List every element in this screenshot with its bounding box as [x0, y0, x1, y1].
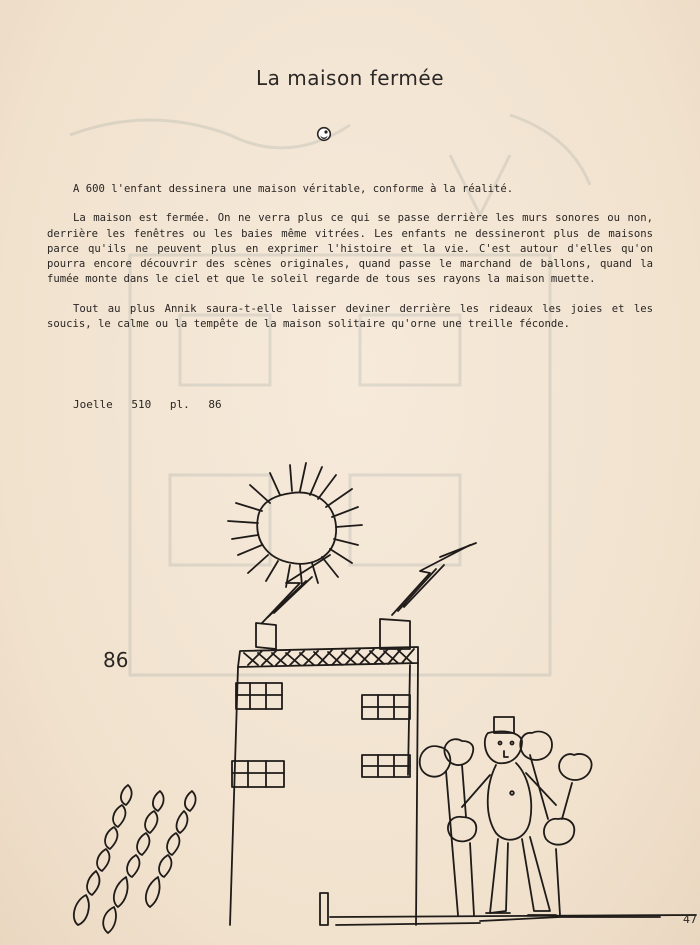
paragraph-2: La maison est fermée. On ne verra plus ce qui se passe derrière les murs sonores ou non, derrière les fenêtres ou les baies même vitrées. Les enfants ne dessineront plus de maisons parce qu'ils ne peuvent plus en exprimer l'histoire et la vie. C'est autour d'elles qu'on pourra encore découvrir des scènes originales, quand passe le marchand de ballons, quand la fumée monte dans le ciel et que le soleil regarde de tous ses rayons la maison muette. [47, 212, 653, 286]
trellis-drawing [74, 785, 196, 933]
circle-dot-icon [316, 126, 332, 142]
smoke-drawing [262, 543, 476, 623]
person-drawing [462, 717, 556, 915]
paragraph-3: Tout au plus Annik saura-t-elle laisser deviner derrière les rideaux les joies et les soucis, le calme ou la tempête de la maison solitaire qu'orne une treille féconde. [47, 302, 653, 331]
sun-drawing [228, 463, 362, 587]
drawing-number: 86 [103, 648, 129, 672]
drawing-caption: Joelle 510 pl. 86 [73, 398, 222, 411]
house-windows [232, 683, 410, 787]
balloon-bouquet-drawing [420, 732, 592, 916]
page-title: La maison fermée [255, 66, 445, 90]
child-drawing-house [0, 455, 700, 945]
paragraph-1: A 600 l'enfant dessinera une maison véritable, conforme à la réalité. [73, 183, 514, 195]
body-text [47, 182, 653, 346]
page-number: 47 [683, 913, 697, 926]
